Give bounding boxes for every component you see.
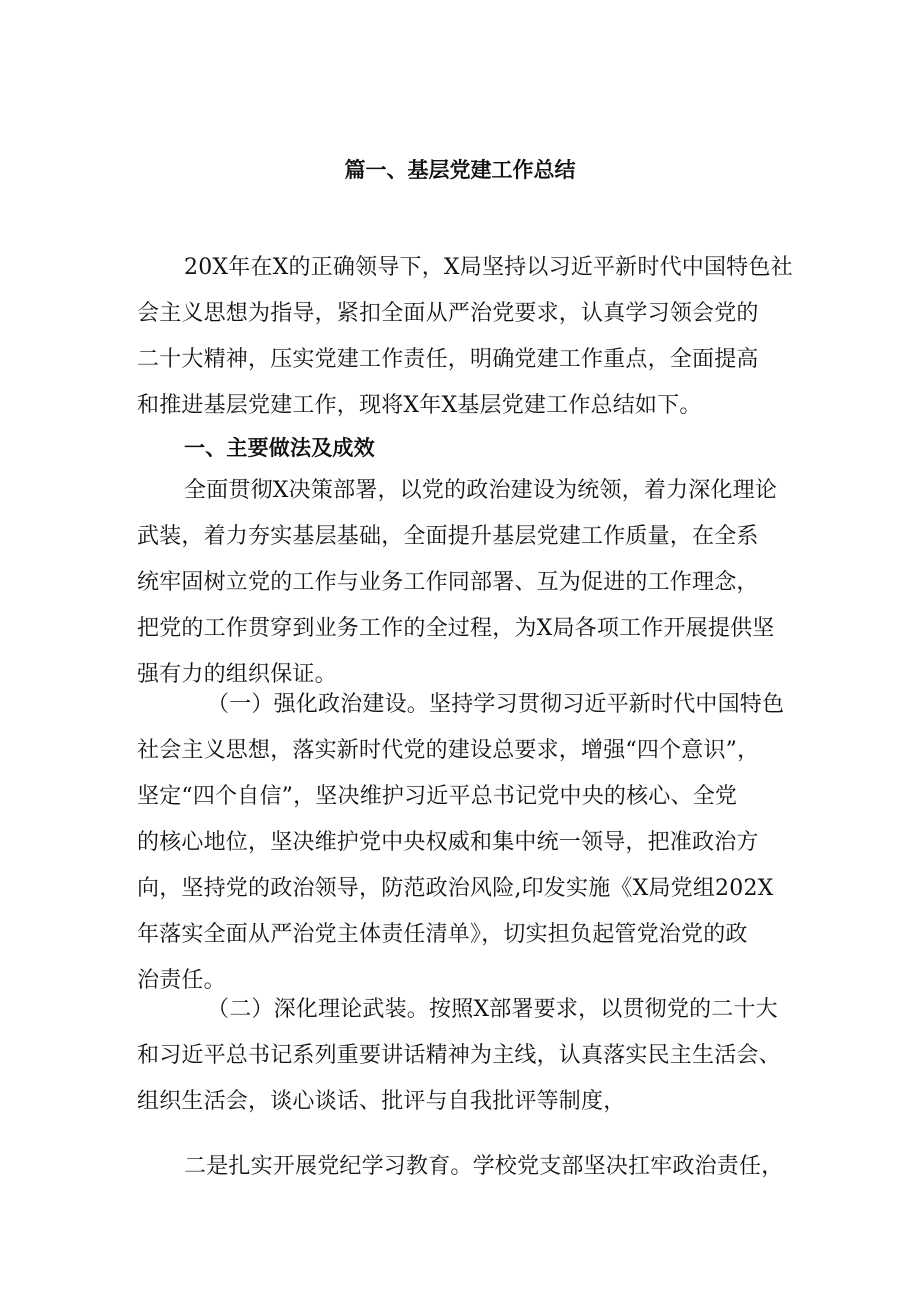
paragraph-line: 会主义思想为指导，紧扣全面从严治党要求，认真学习领会党的 <box>137 301 759 326</box>
paragraph-line: （一）强化政治建设。坚持学习贯彻习近平新时代中国特色 <box>207 692 785 717</box>
paragraph-line: 坚定“四个自信”，坚决维护习近平总书记党中央的核心、全党 <box>137 784 738 809</box>
paragraph-line: 把党的工作贯穿到业务工作的全过程，为X局各项工作开展提供坚 <box>137 616 775 641</box>
section1-heading-block <box>137 425 792 471</box>
paragraph-line: 向，坚持党的政治领导，防范政治风险,印发实施《X局党组202X <box>137 876 774 901</box>
paragraph-line: 强有力的组织保证。 <box>137 662 337 687</box>
paragraph-line: 20X年在X的正确领导下，X局坚持以习近平新时代中国特色社 <box>184 255 793 280</box>
paragraph-line: 二是扎实开展党纪学习教育。学校党支部坚决扛牢政治责任， <box>184 1154 784 1179</box>
intro-paragraph <box>137 245 792 429</box>
item1-paragraph <box>137 682 792 1004</box>
paragraph-line: 社会主义思想，落实新时代党的建设总要求，增强“四个意识”， <box>137 738 760 763</box>
paragraph-line: （二）深化理论武装。按照X部署要求，以贯彻党的二十大 <box>207 997 778 1022</box>
section-heading: 一、主要做法及成效 <box>184 436 375 460</box>
paragraph-line: 二十大精神，压实党建工作责任，明确党建工作重点，全面提高 <box>137 347 759 372</box>
paragraph-line: 和习近平总书记系列重要讲话精神为主线，认真落实民主生活会、 <box>137 1043 781 1068</box>
paragraph-line: 武装，着力夯实基层基础，全面提升基层党建工作质量，在全系 <box>137 524 759 549</box>
section1-paragraph <box>137 468 792 698</box>
paragraph-line: 统牢固树立党的工作与业务工作同部署、互为促进的工作理念， <box>137 570 759 595</box>
paragraph-line: 组织生活会，谈心谈话、批评与自我批评等制度， <box>137 1089 626 1114</box>
paragraph-line: 全面贯彻X决策部署，以党的政治建设为统领，着力深化理论 <box>184 478 778 503</box>
paragraph-line: 治责任。 <box>137 968 226 993</box>
tail-paragraph <box>137 1144 792 1190</box>
document-title: 篇一、基层党建工作总结 <box>344 157 576 182</box>
paragraph-line: 年落实全面从严治党主体责任清单》，切实担负起管党治党的政 <box>137 922 748 947</box>
item2-paragraph <box>137 987 792 1125</box>
paragraph-line: 和推进基层党建工作，现将X年X基层党建工作总结如下。 <box>137 393 702 418</box>
paragraph-line: 的核心地位，坚决维护党中央权威和集中统一领导，把准政治方 <box>137 830 759 855</box>
